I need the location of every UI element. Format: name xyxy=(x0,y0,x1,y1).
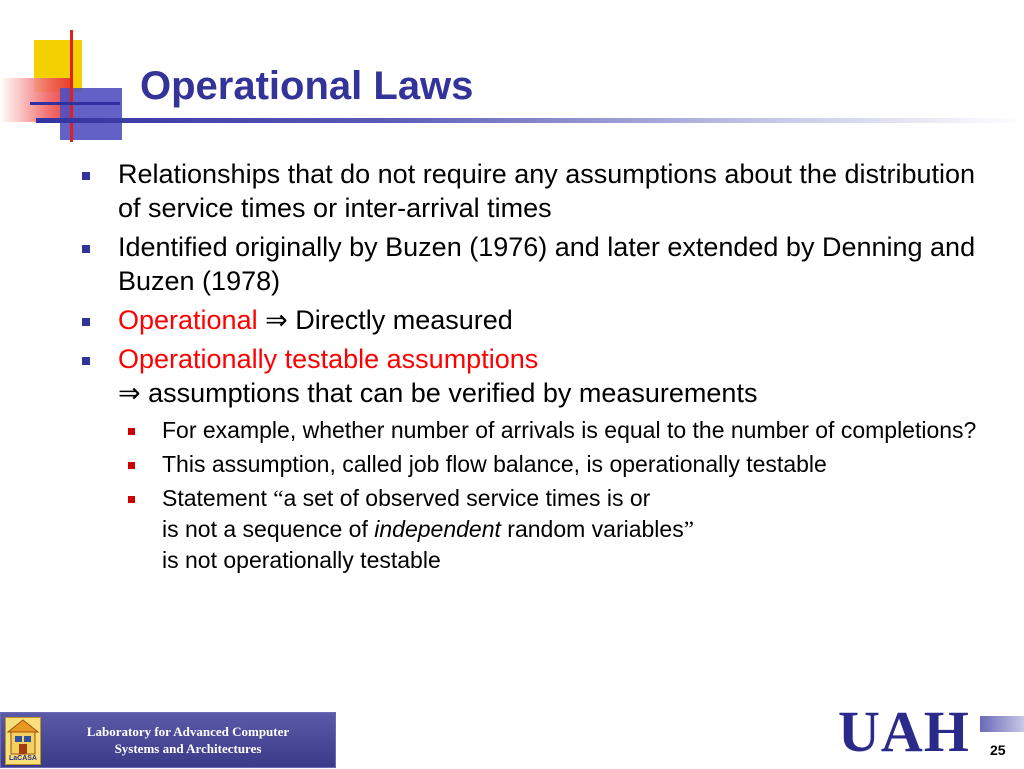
slide-content xyxy=(82,157,1002,579)
highlight-term: Operational xyxy=(118,305,258,335)
bullet-item: Identified originally by Buzen (1976) and later extended by Denning and Buzen (1978) xyxy=(82,230,1002,298)
page-number: 25 xyxy=(990,742,1006,758)
sub-bullet-item: Statement “a set of observed service times is or is not a sequence of independent random variables” is not operationally testable xyxy=(128,483,1002,575)
bullet-square-icon xyxy=(82,318,90,326)
bullet-square-icon xyxy=(82,172,90,180)
slide-title: Operational Laws xyxy=(140,64,474,108)
sub-bullet-square-icon xyxy=(128,496,135,503)
uah-logo: UAH xyxy=(838,699,970,764)
bullet-item: Relationships that do not require any assumptions about the distribution of service times or inter-arrival times xyxy=(82,157,1002,225)
highlight-term: Operationally testable assumptions xyxy=(118,344,539,374)
sub-bullet-item: This assumption, called job flow balance, is operationally testable xyxy=(128,449,1002,479)
title-underline xyxy=(36,118,1024,123)
lab-name: Laboratory for Advanced Computer Systems and Architectures xyxy=(86,724,290,756)
corner-decoration xyxy=(0,0,130,150)
implies-arrow-icon: ⇒ xyxy=(118,378,141,408)
uah-accent-bar xyxy=(980,716,1024,732)
sub-bullet-square-icon xyxy=(128,428,135,435)
bullet-item: Operationally testable assumptions ⇒ assumptions that can be verified by measurements xyxy=(82,342,1002,410)
lacasa-logo-icon xyxy=(5,717,41,765)
sub-bullet-square-icon xyxy=(128,462,135,469)
lab-banner xyxy=(0,712,336,768)
bullet-square-icon xyxy=(82,245,90,253)
sub-bullet-item: For example, whether number of arrivals is equal to the number of completions? xyxy=(128,415,1002,445)
logo-label: LaCASA xyxy=(8,755,37,762)
bullet-square-icon xyxy=(82,357,90,365)
implies-arrow-icon: ⇒ xyxy=(265,305,288,335)
bullet-item: Operational ⇒ Directly measured xyxy=(82,303,1002,337)
